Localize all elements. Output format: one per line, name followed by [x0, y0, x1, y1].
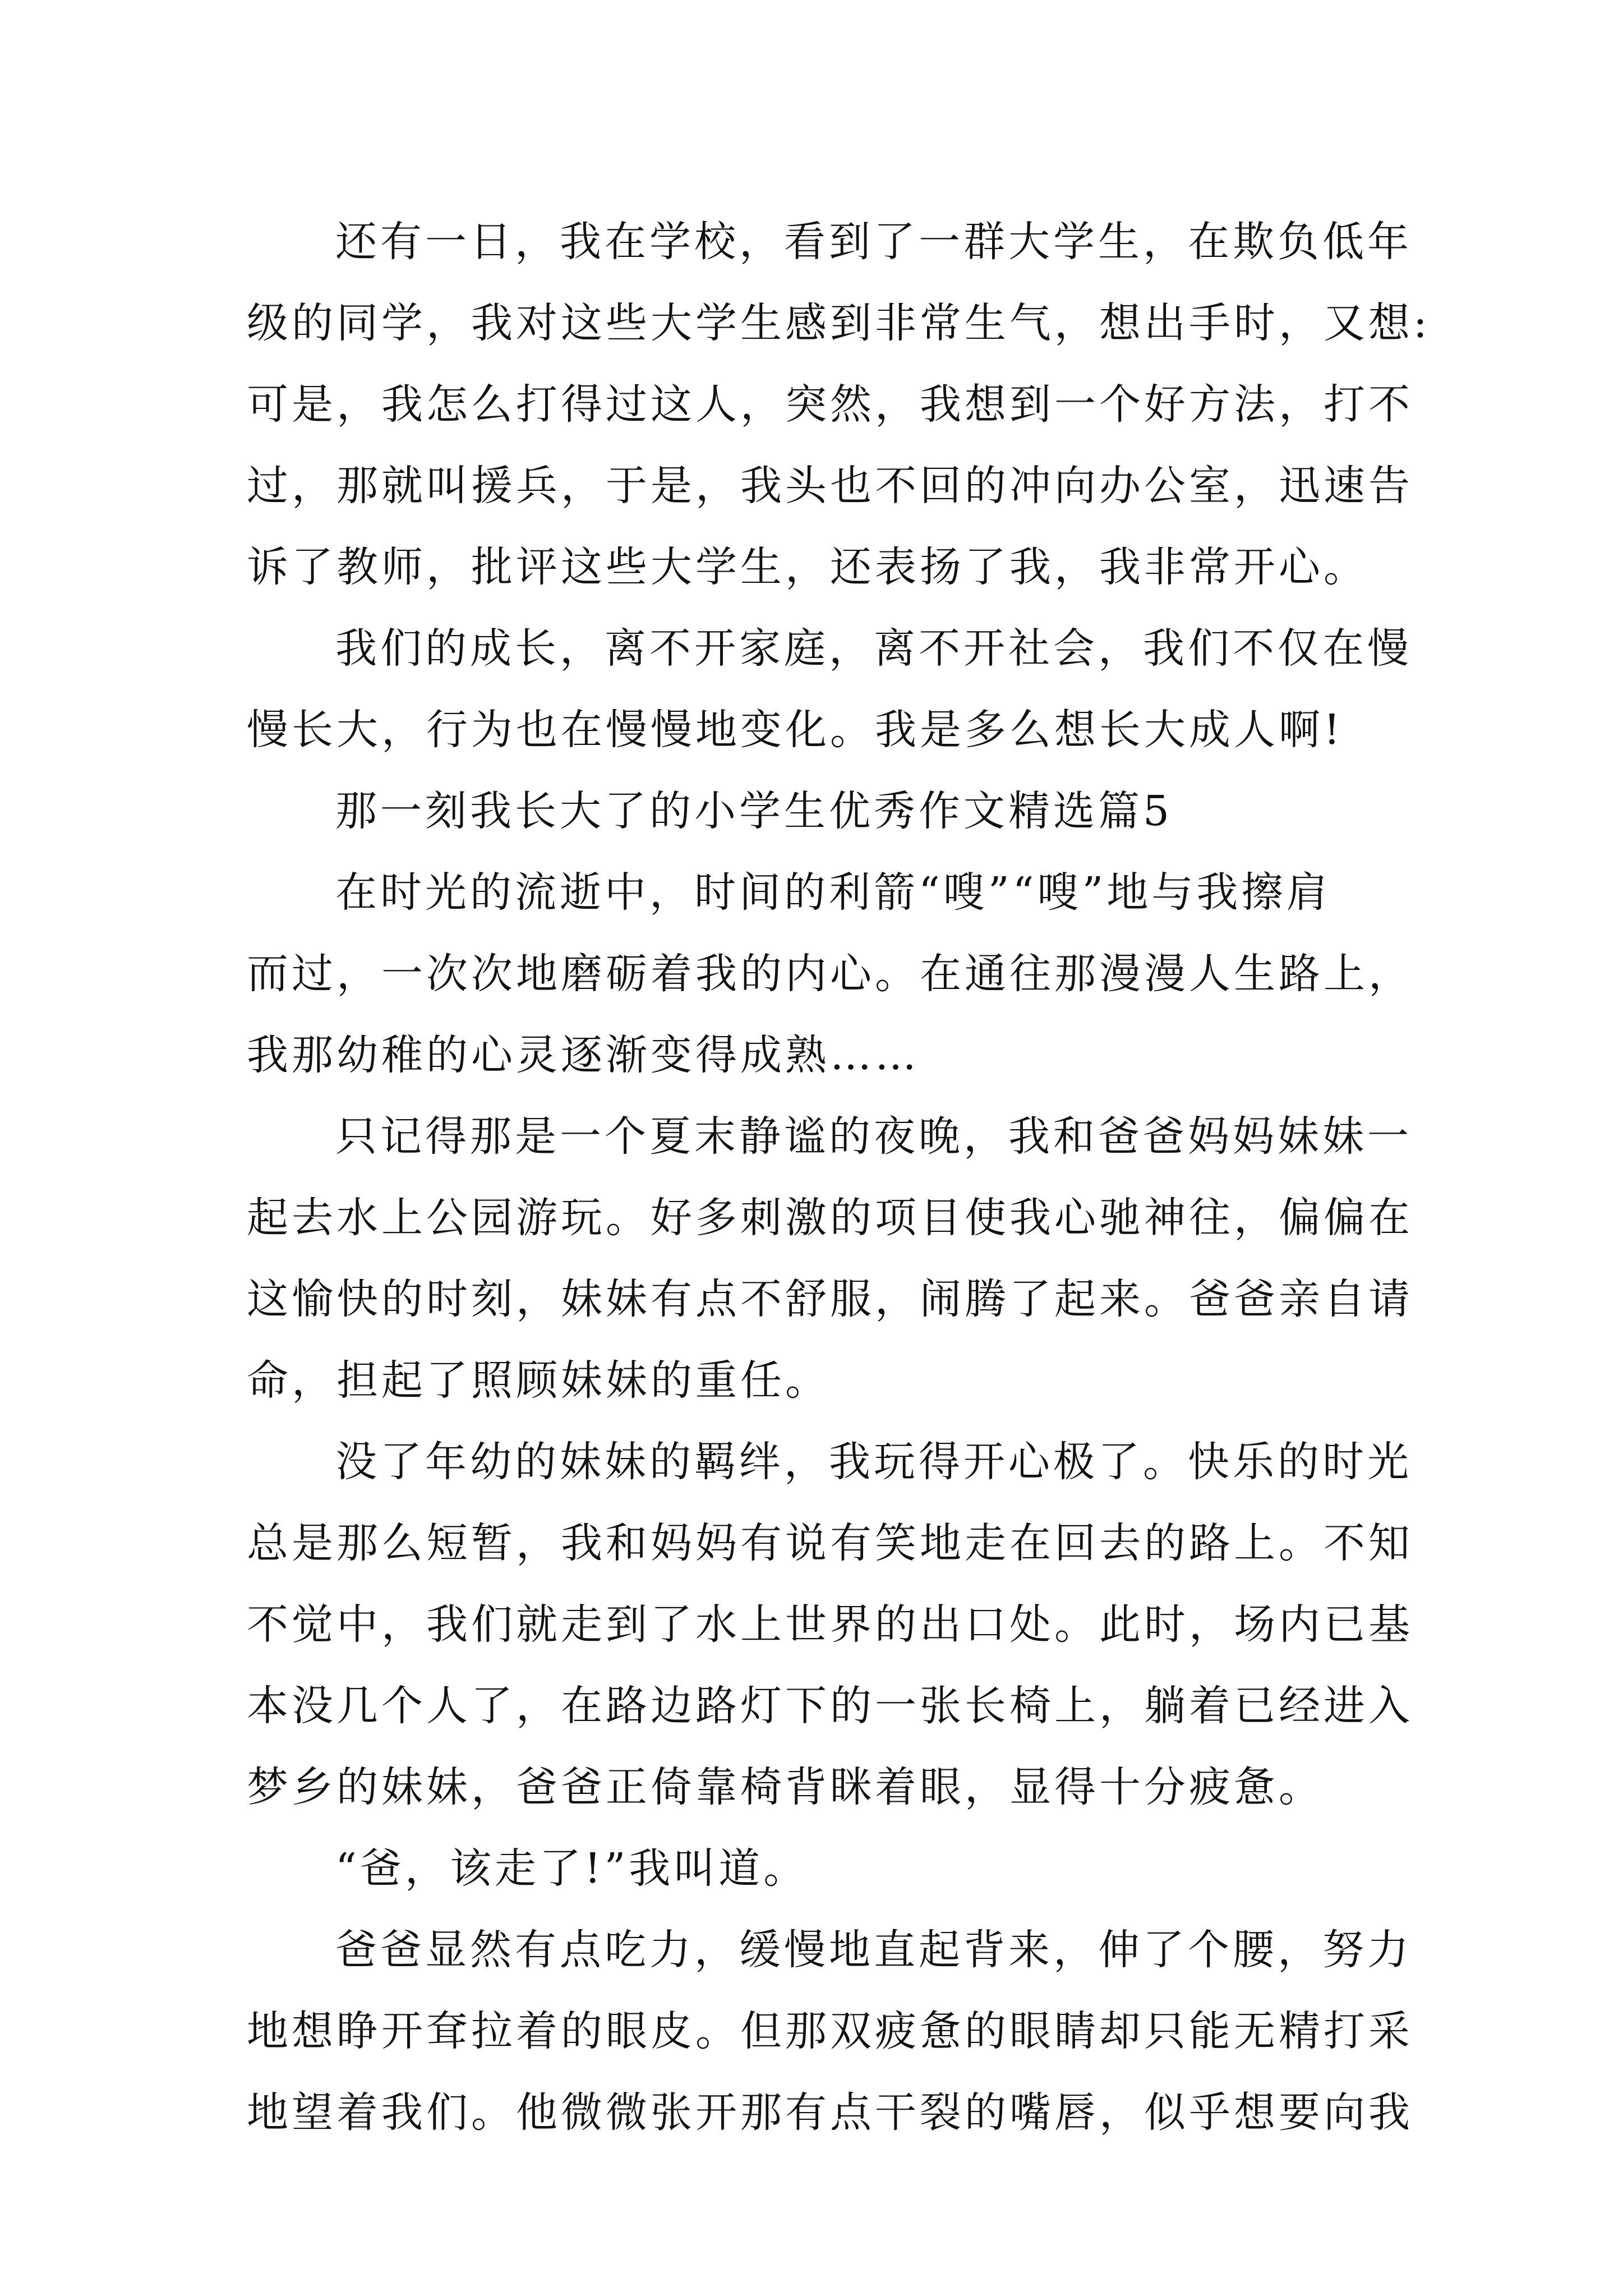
text-line: 爸爸显然有点吃力，缓慢地直起背来，伸了个腰，努力: [335, 1926, 1412, 1974]
text-line: 只记得那是一个夏末静谧的夜晚，我和爸爸妈妈妹妹一: [335, 1112, 1412, 1161]
text-line: 而过，一次次地磨砺着我的内心。在通往那漫漫人生路上，: [247, 950, 1413, 998]
text-line: 可是，我怎么打得过这人，突然，我想到一个好方法，打不: [247, 380, 1413, 429]
text-line: “爸，该走了!”我叫道。: [335, 1844, 809, 1893]
text-line: 命，担起了照顾妹妹的重任。: [247, 1356, 830, 1405]
text-line: 诉了教师，批评这些大学生，还表扬了我，我非常开心。: [247, 543, 1368, 591]
text-line: 过，那就叫援兵，于是，我头也不回的冲向办公室，迅速告: [247, 462, 1413, 510]
text-line: 在时光的流逝中，时间的利箭“嗖”“嗖”地与我擦肩: [335, 868, 1331, 917]
section-heading: 那一刻我长大了的小学生优秀作文精选篇5: [335, 787, 1173, 835]
text-line: 我那幼稚的心灵逐渐变得成熟……: [247, 1031, 920, 1079]
text-line: 没了年幼的妹妹的羁绊，我玩得开心极了。快乐的时光: [335, 1438, 1412, 1486]
text-line: 还有一日，我在学校，看到了一群大学生，在欺负低年: [335, 218, 1412, 266]
text-line: 总是那么短暂，我和妈妈有说有笑地走在回去的路上。不知: [247, 1519, 1413, 1567]
text-line: 这愉快的时刻，妹妹有点不舒服，闹腾了起来。爸爸亲自请: [247, 1275, 1413, 1323]
text-line: 本没几个人了，在路边路灯下的一张长椅上，躺着已经进入: [247, 1682, 1413, 1730]
text-line: 级的同学，我对这些大学生感到非常生气，想出手时，又想:: [247, 299, 1431, 347]
text-line: 梦乡的妹妹，爸爸正倚靠椅背眯着眼，显得十分疲惫。: [247, 1763, 1324, 1811]
text-line: 地想睁开耷拉着的眼皮。但那双疲惫的眼睛却只能无精打采: [247, 2007, 1413, 2055]
text-line: 不觉中，我们就走到了水上世界的出口处。此时，场内已基: [247, 1600, 1413, 1649]
text-line: 起去水上公园游玩。好多刺激的项目使我心驰神往，偏偏在: [247, 1194, 1413, 1242]
text-line: 我们的成长，离不开家庭，离不开社会，我们不仅在慢: [335, 624, 1412, 673]
text-line: 慢长大，行为也在慢慢地变化。我是多么想长大成人啊!: [247, 706, 1344, 754]
text-line: 地望着我们。他微微张开那有点干裂的嘴唇，似乎想要向我: [247, 2088, 1413, 2137]
